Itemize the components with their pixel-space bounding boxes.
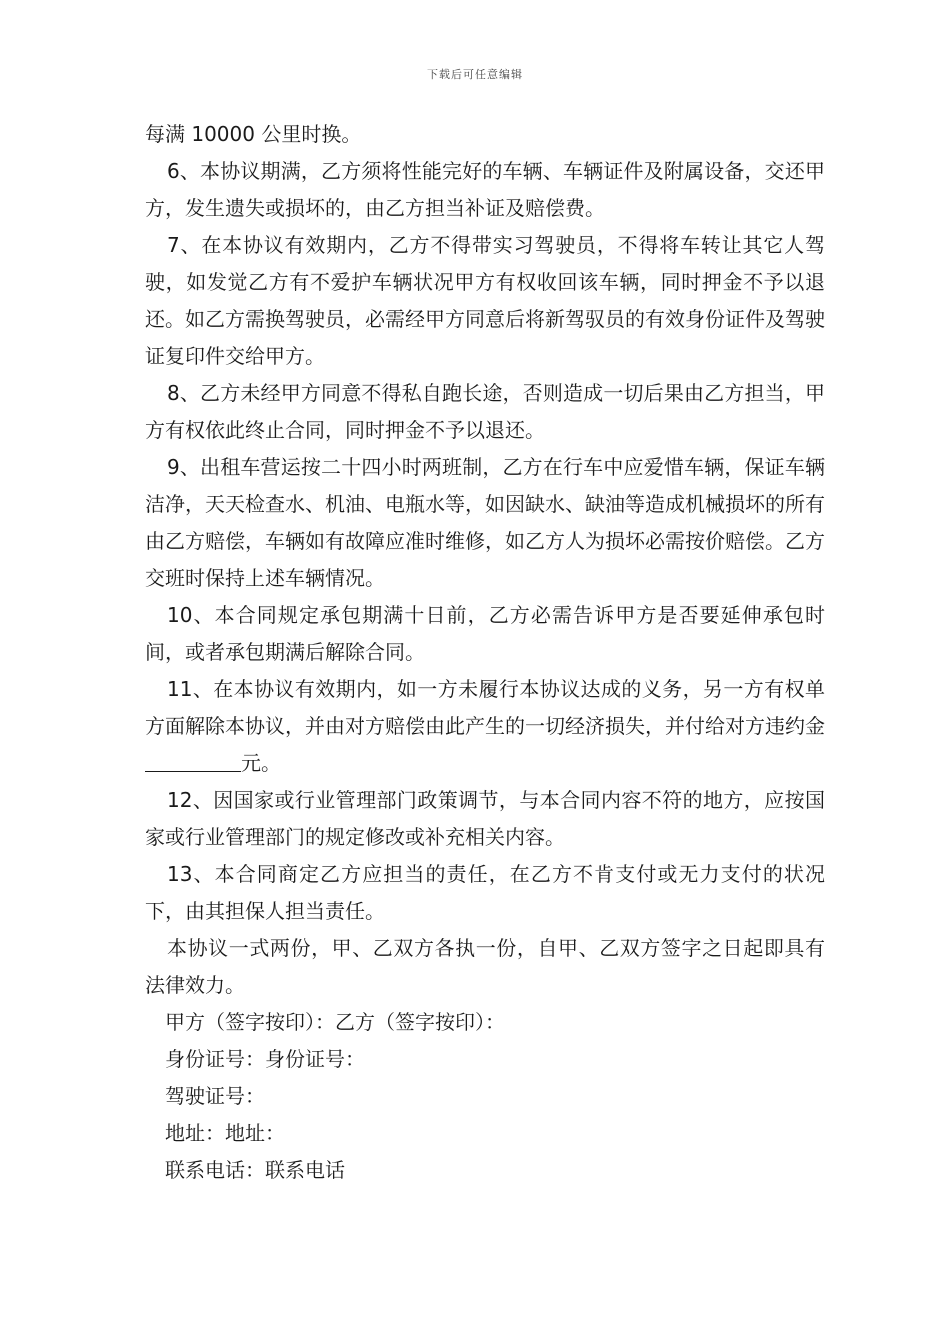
clause-10: 10、本合同规定承包期满十日前，乙方必需告诉甲方是否要延伸承包时间，或者承包期满后解除合同。 <box>145 603 825 664</box>
signature-line-address: 地址：地址： <box>165 1121 285 1145</box>
clause-11-text: 11、在本协议有效期内，如一方未履行本协议达成的义务，另一方有权单方面解除本协议，并由对方赔偿由此产生的一切经济损失，并付给对方违约金 <box>145 677 825 738</box>
clause-13: 13、本合同商定乙方应担当的责任，在乙方不肯支付或无力支付的状况下，由其担保人担当责任。 <box>145 862 825 923</box>
penalty-amount-blank[interactable] <box>145 747 241 772</box>
page-header: 下载后可任意编辑 <box>427 68 523 81</box>
paragraph-continuation: 每满 10000 公里时换。 <box>145 122 362 146</box>
agreement-copies: 本协议一式两份，甲、乙双方各执一份，自甲、乙双方签字之日起即具有法律效力。 <box>145 936 825 997</box>
clause-11 <box>145 671 825 782</box>
signature-line-phone: 联系电话：联系电话 <box>165 1158 345 1182</box>
clause-9: 9、出租车营运按二十四小时两班制，乙方在行车中应爱惜车辆，保证车辆洁净，天天检查水、机油、电瓶水等，如因缺水、缺油等造成机械损坏的所有由乙方赔偿，车辆如有故障应准时维修，如乙方人为损坏必需按价赔偿。乙方交班时保持上述车辆情况。 <box>145 455 825 590</box>
clause-11-unit: 元。 <box>241 751 281 775</box>
clause-7: 7、在本协议有效期内，乙方不得带实习驾驶员，不得将车转让其它人驾驶，如发觉乙方有不爱护车辆状况甲方有权收回该车辆，同时押金不予以退还。如乙方需换驾驶员，必需经甲方同意后将新驾驭员的有效身份证件及驾驶证复印件交给甲方。 <box>145 233 825 368</box>
signature-line-license-number: 驾驶证号： <box>165 1084 265 1108</box>
signature-line-parties: 甲方（签字按印）：乙方（签字按印）： <box>165 1010 505 1034</box>
clause-8: 8、乙方未经甲方同意不得私自跑长途，否则造成一切后果由乙方担当，甲方有权依此终止合同，同时押金不予以退还。 <box>145 381 825 442</box>
signature-line-id-number: 身份证号：身份证号： <box>165 1047 365 1071</box>
clause-12: 12、因国家或行业管理部门政策调节，与本合同内容不符的地方，应按国家或行业管理部门的规定修改或补充相关内容。 <box>145 788 825 849</box>
clause-6: 6、本协议期满，乙方须将性能完好的车辆、车辆证件及附属设备，交还甲方，发生遗失或损坏的，由乙方担当补证及赔偿费。 <box>145 159 825 220</box>
signature-block <box>145 1004 825 1189</box>
document-body <box>145 116 825 1189</box>
